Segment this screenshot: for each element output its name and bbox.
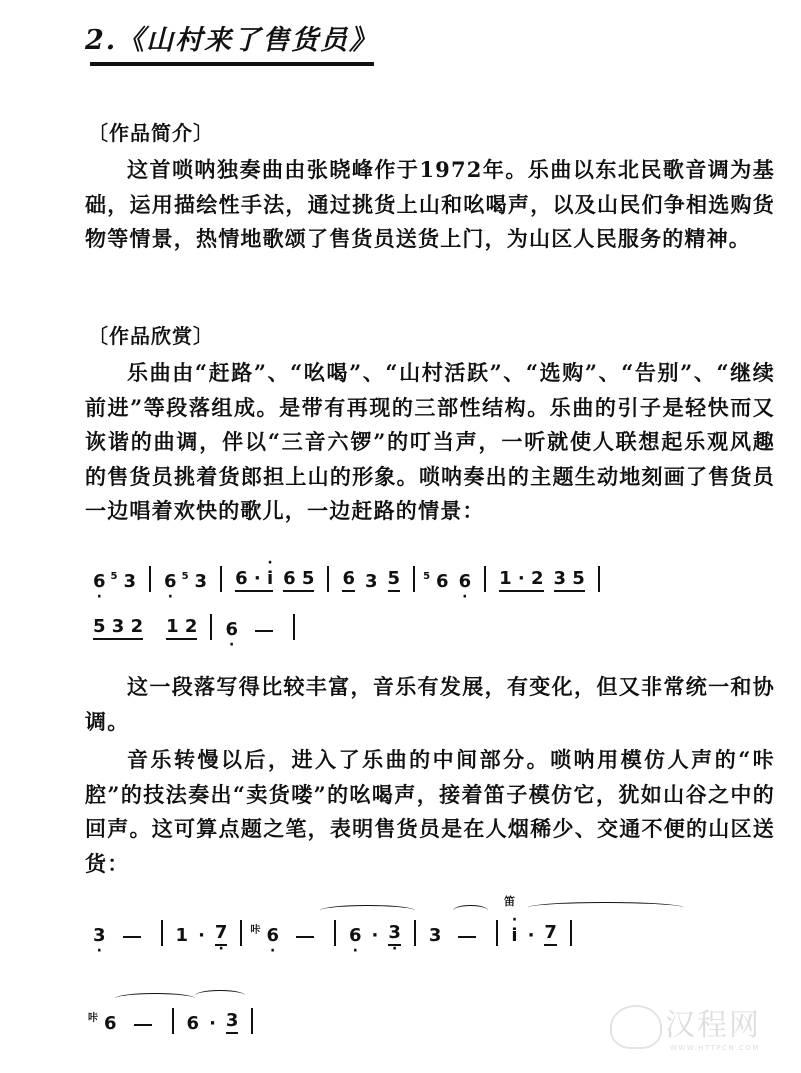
instrument-marking: 笛 xyxy=(504,895,515,908)
barline xyxy=(327,566,329,592)
intro-paragraph: 这首唢呐独奏曲由张晓峰作于1972年。乐曲以东北民歌音调为基础，运用描绘性手法，通过挑货上山和吆喝声，以及山民们争相选购货物等情景，热情地歌颂了售货员送货上门，为山区人民服务的精神。 xyxy=(85,157,775,251)
barline xyxy=(161,920,163,946)
watermark-logo-icon xyxy=(610,1005,662,1049)
slur xyxy=(453,905,488,916)
title-underline xyxy=(90,62,374,66)
barline xyxy=(220,566,222,592)
barline xyxy=(334,920,336,946)
score-2-line-1: 3 · 1 · 7 · 咔 6 · 6 · · 3 · 3 · i · 7 xyxy=(88,920,580,946)
barline xyxy=(414,920,416,946)
watermark-url: WWW.HTTPCN.COM xyxy=(670,1044,760,1052)
slur xyxy=(528,902,683,913)
barline xyxy=(293,614,295,640)
watermark-name: 汉程网 xyxy=(665,1008,761,1043)
score-2-line-2: 咔 6 6 · 3 xyxy=(88,1008,261,1034)
slur xyxy=(320,905,415,916)
section-heading-appreciation: 〔作品欣赏〕 xyxy=(88,324,214,348)
barline xyxy=(210,614,212,640)
appreciation-paragraph-3: 音乐转慢以后，进入了乐曲的中间部分。唢呐用模仿人声的“咔腔”的技法奏出“卖货喽”的吆喝声，接着笛子模仿它，犹如山谷之中的回声。这可算点题之笔，表明售货员是在人烟稀少、交通不便的山区送货： xyxy=(85,747,775,876)
barline xyxy=(570,920,572,946)
barline xyxy=(496,920,498,946)
score-1-line-1: 6 · 5 3 6 · 5 3 6 · · i 6 5 6 3 5 5 6 6 · 1 · 2 3 5 xyxy=(88,566,608,592)
barline xyxy=(172,1008,174,1034)
section-heading-intro: 〔作品简介〕 xyxy=(88,121,214,145)
barline xyxy=(251,1008,253,1034)
appreciation-paragraph-2: 这一段落写得比较丰富，音乐有发展，有变化，但又非常统一和协调。 xyxy=(85,674,775,734)
slur xyxy=(195,990,245,1001)
barline xyxy=(149,566,151,592)
appreciation-paragraph-1: 乐曲由“赶路”、“吆喝”、“山村活跃”、“选购”、“告别”、“继续前进”等段落组成。是带有再现的三部性结构。乐曲的引子是轻快而又诙谐的曲调，伴以“三音六锣”的叮当声，一听就使人联想起乐观风趣的售货员挑着货郎担上山的形象。唢呐奏出的主题生动地刻画了售货员一边唱着欢快的歌儿，一边赶路的情景： xyxy=(85,360,775,523)
page-title: 2.《山村来了售货员》 xyxy=(85,25,379,56)
score-1-line-2: 5 3 2 1 2 6 · xyxy=(88,614,303,640)
barline xyxy=(240,920,242,946)
barline xyxy=(484,566,486,592)
barline xyxy=(598,566,600,592)
slur xyxy=(115,993,195,1004)
barline xyxy=(413,566,415,592)
watermark xyxy=(610,1000,761,1052)
